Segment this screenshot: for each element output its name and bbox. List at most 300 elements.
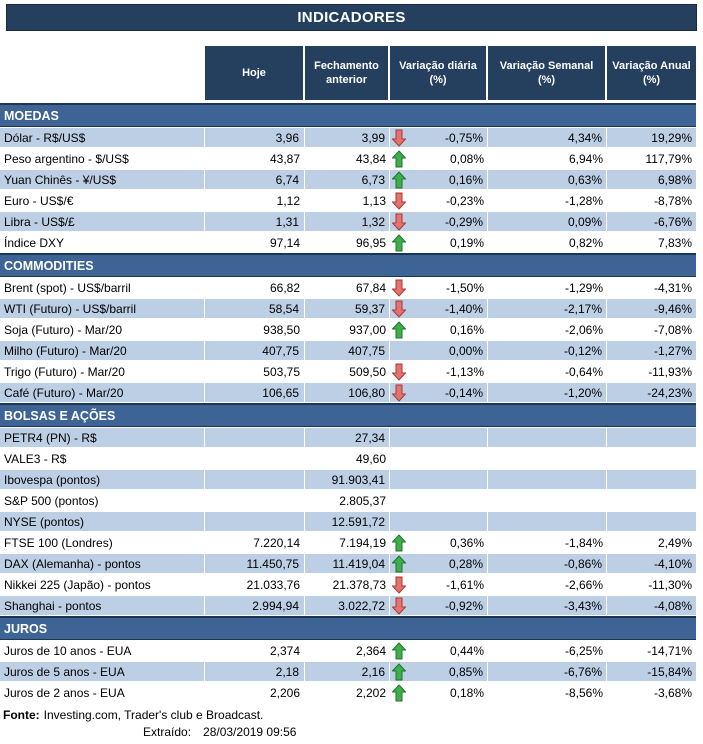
daily-variation-value: 0,28% (448, 556, 483, 571)
daily-variation-value-cell (390, 361, 488, 382)
row-label: Café (Futuro) - Mar/20 (4, 385, 124, 400)
source-text: Investing.com, Trader's club e Broadcast. (43, 708, 264, 722)
today-value-cell (205, 299, 305, 318)
daily-variation-value: 0,19% (449, 235, 484, 250)
table-row (0, 298, 696, 319)
today-value-cell (205, 148, 305, 169)
row-label-cell (0, 319, 205, 340)
down-arrow-icon (392, 384, 406, 401)
annual-variation-value-cell (607, 319, 696, 340)
annual-variation-value: -3,68% (653, 685, 692, 700)
row-label-cell (0, 490, 205, 511)
today-value: 2,18 (275, 664, 299, 679)
daily-variation-value-cell (390, 277, 488, 298)
today-value: 21.033,76 (246, 577, 300, 592)
annual-variation-value: -11,93% (648, 364, 692, 379)
today-value-cell (205, 554, 305, 573)
row-label: Dólar - R$/US$ (4, 130, 86, 145)
table-row (0, 574, 696, 595)
daily-variation-value: 0,08% (449, 151, 484, 166)
weekly-variation-value-cell (488, 470, 607, 489)
row-label: Peso argentino - $/US$ (4, 151, 129, 166)
daily-variation-value-cell (390, 532, 488, 553)
previous-close-value-cell (305, 662, 390, 681)
annual-variation-value: -7,08% (653, 322, 692, 337)
today-value-cell (205, 448, 305, 469)
previous-close-value: 1,32 (361, 214, 385, 229)
row-label: Libra - US$/£ (4, 214, 75, 229)
weekly-variation-value: -1,29% (564, 280, 603, 295)
annual-variation-value-cell (607, 148, 696, 169)
daily-variation-value: -1,61% (445, 577, 484, 592)
daily-variation-value-cell (390, 470, 488, 489)
annual-variation-value-cell (607, 532, 696, 553)
row-label-cell (0, 596, 205, 615)
previous-close-value-cell (305, 232, 390, 253)
today-value: 938,50 (263, 322, 300, 337)
previous-close-value-cell (305, 682, 390, 703)
weekly-variation-value: -2,06% (564, 322, 603, 337)
row-label-cell (0, 341, 205, 360)
row-label-cell (0, 170, 205, 189)
daily-variation-value-cell (390, 232, 488, 253)
weekly-variation-value: 6,94% (568, 151, 603, 166)
row-label: Juros de 2 anos - EUA (4, 685, 125, 700)
row-label: Juros de 5 anos - EUA (4, 664, 125, 679)
previous-close-value-cell (305, 361, 390, 382)
previous-close-value-cell (305, 448, 390, 469)
today-value: 66,82 (269, 280, 300, 295)
weekly-variation-value-cell (488, 277, 607, 298)
previous-close-value-cell (305, 190, 390, 211)
weekly-variation-value-cell (488, 383, 607, 402)
row-label: NYSE (pontos) (4, 514, 85, 529)
daily-variation-value-cell (390, 574, 488, 595)
daily-variation-value-cell (390, 490, 488, 511)
today-value: 1,31 (275, 214, 299, 229)
annual-variation-value: -9,46% (653, 301, 692, 316)
row-label: Juros de 10 anos - EUA (4, 643, 132, 658)
section-label: COMMODITIES (4, 258, 94, 273)
previous-close-value: 509,50 (349, 364, 386, 379)
row-label: FTSE 100 (Londres) (4, 535, 113, 550)
annual-variation-value-cell (607, 277, 696, 298)
today-value: 1,12 (276, 193, 300, 208)
daily-variation-value-cell (390, 554, 488, 573)
today-value: 3,96 (275, 130, 299, 145)
down-arrow-icon (392, 363, 406, 380)
weekly-variation-value-cell (488, 448, 607, 469)
table-row (0, 640, 696, 661)
row-label-cell (0, 212, 205, 231)
annual-variation-value-cell (607, 341, 696, 360)
extracted-timestamp: 28/03/2019 09:56 (203, 725, 297, 739)
column-header: Hoje (205, 46, 305, 100)
up-arrow-icon (392, 642, 406, 659)
daily-variation-value: 0,85% (448, 664, 483, 679)
previous-close-value-cell (305, 596, 390, 615)
row-label-cell (0, 361, 205, 382)
down-arrow-icon (392, 192, 406, 209)
section-label: JUROS (4, 621, 48, 636)
row-label-cell (0, 682, 205, 703)
weekly-variation-value-cell (488, 532, 607, 553)
weekly-variation-value-cell (488, 212, 607, 231)
column-header: Variação Semanal (%) (488, 46, 607, 100)
annual-variation-value-cell (607, 574, 696, 595)
extracted-label: Extraído: (143, 725, 192, 739)
row-label: Ibovespa (pontos) (4, 472, 101, 487)
previous-close-value: 3,99 (361, 130, 385, 145)
today-value-cell (205, 212, 305, 231)
weekly-variation-value: -1,20% (563, 385, 602, 400)
weekly-variation-value: -1,28% (564, 193, 603, 208)
today-value: 6,74 (275, 172, 299, 187)
weekly-variation-value: 0,63% (567, 172, 602, 187)
row-label: PETR4 (PN) - R$ (4, 430, 97, 445)
section-header (0, 616, 696, 640)
annual-variation-value-cell (607, 554, 696, 573)
previous-close-value-cell (305, 512, 390, 531)
daily-variation-value-cell (390, 190, 488, 211)
previous-close-value: 7.194,19 (339, 535, 386, 550)
previous-close-value-cell (305, 532, 390, 553)
row-label-cell (0, 512, 205, 531)
previous-close-value: 12.591,72 (331, 514, 385, 529)
weekly-variation-value-cell (488, 341, 607, 360)
weekly-variation-value-cell (488, 574, 607, 595)
daily-variation-value: 0,44% (449, 643, 484, 658)
daily-variation-value-cell (390, 383, 488, 402)
down-arrow-icon (392, 279, 406, 296)
weekly-variation-value-cell (488, 554, 607, 573)
row-label-cell (0, 662, 205, 681)
row-label: Índice DXY (4, 235, 65, 250)
daily-variation-value: 0,36% (449, 535, 484, 550)
previous-close-value-cell (305, 428, 390, 447)
weekly-variation-value-cell (488, 428, 607, 447)
section-header (0, 403, 696, 427)
table-row (0, 553, 696, 574)
today-value-cell (205, 470, 305, 489)
daily-variation-value: -1,40% (444, 301, 483, 316)
up-arrow-icon (392, 534, 406, 551)
down-arrow-icon (392, 576, 406, 593)
today-value: 2,206 (269, 685, 300, 700)
previous-close-value: 43,84 (355, 151, 386, 166)
annual-variation-value: 19,29% (651, 130, 692, 145)
column-header: Variação Anual (%) (607, 46, 696, 100)
annual-variation-value-cell (607, 212, 696, 231)
daily-variation-value-cell (390, 448, 488, 469)
row-label-cell (0, 299, 205, 318)
previous-close-value-cell (305, 383, 390, 402)
today-value-cell (205, 128, 305, 147)
daily-variation-value: 0,16% (448, 172, 483, 187)
column-header: Fechamento anterior (305, 46, 390, 100)
annual-variation-value-cell (607, 640, 696, 661)
daily-variation-value-cell (390, 212, 488, 231)
weekly-variation-value: 0,82% (568, 235, 603, 250)
annual-variation-value-cell (607, 682, 696, 703)
row-label-cell (0, 640, 205, 661)
daily-variation-value: 0,18% (449, 685, 484, 700)
page-title: INDICADORES (297, 9, 406, 26)
previous-close-value: 3.022,72 (338, 598, 385, 613)
annual-variation-value-cell (607, 361, 696, 382)
table-row (0, 361, 696, 382)
weekly-variation-value-cell (488, 361, 607, 382)
section-header (0, 253, 696, 277)
daily-variation-value-cell (390, 512, 488, 531)
table-row (0, 319, 696, 340)
daily-variation-value: -1,50% (445, 280, 484, 295)
row-label: Brent (spot) - US$/barril (4, 280, 131, 295)
column-headers (205, 46, 703, 100)
up-arrow-icon (392, 150, 406, 167)
annual-variation-value: 7,83% (657, 235, 692, 250)
weekly-variation-value: 4,34% (567, 130, 602, 145)
today-value-cell (205, 640, 305, 661)
table-row (0, 469, 696, 490)
up-arrow-icon (392, 663, 406, 680)
annual-variation-value: -24,23% (647, 385, 692, 400)
down-arrow-icon (392, 213, 406, 230)
annual-variation-value-cell (607, 448, 696, 469)
row-label: Nikkei 225 (Japão) - pontos (4, 577, 151, 592)
weekly-variation-value-cell (488, 640, 607, 661)
today-value-cell (205, 662, 305, 681)
previous-close-value: 2,202 (355, 685, 386, 700)
table-row (0, 127, 696, 148)
today-value-cell (205, 341, 305, 360)
daily-variation-value: -0,75% (444, 130, 483, 145)
previous-close-value-cell (305, 212, 390, 231)
annual-variation-value: -4,08% (653, 598, 692, 613)
row-label: DAX (Alemanha) - pontos (4, 556, 141, 571)
row-label: Yuan Chinês - ¥/US$ (4, 172, 117, 187)
previous-close-value: 11.419,04 (332, 556, 385, 571)
today-value: 503,75 (263, 364, 300, 379)
annual-variation-value-cell (607, 512, 696, 531)
weekly-variation-value: -2,17% (563, 301, 602, 316)
daily-variation-value: -0,92% (444, 598, 483, 613)
daily-variation-value-cell (390, 299, 488, 318)
weekly-variation-value: -3,43% (563, 598, 602, 613)
annual-variation-value-cell (607, 170, 696, 189)
row-label: Trigo (Futuro) - Mar/20 (4, 364, 125, 379)
previous-close-value-cell (305, 148, 390, 169)
today-value: 58,54 (268, 301, 299, 316)
today-value-cell (205, 170, 305, 189)
weekly-variation-value-cell (488, 232, 607, 253)
footer (0, 708, 703, 739)
today-value-cell (205, 682, 305, 703)
annual-variation-value-cell (607, 470, 696, 489)
previous-close-value: 106,80 (348, 385, 385, 400)
weekly-variation-value-cell (488, 319, 607, 340)
table-row (0, 595, 696, 616)
annual-variation-value-cell (607, 190, 696, 211)
today-value: 407,75 (262, 343, 299, 358)
today-value-cell (205, 596, 305, 615)
weekly-variation-value-cell (488, 682, 607, 703)
previous-close-value-cell (305, 170, 390, 189)
table-row (0, 211, 696, 232)
weekly-variation-value: -0,12% (563, 343, 602, 358)
annual-variation-value-cell (607, 428, 696, 447)
annual-variation-value: -11,30% (648, 577, 692, 592)
previous-close-value-cell (305, 554, 390, 573)
table-row (0, 682, 696, 703)
up-arrow-icon (392, 234, 406, 251)
annual-variation-value: -4,31% (653, 280, 692, 295)
row-label: Soja (Futuro) - Mar/20 (4, 322, 123, 337)
annual-variation-value: -6,76% (653, 214, 692, 229)
weekly-variation-value-cell (488, 596, 607, 615)
annual-variation-value-cell (607, 490, 696, 511)
annual-variation-value: -15,84% (647, 664, 692, 679)
table-row (0, 232, 696, 253)
annual-variation-value: -8,78% (653, 193, 692, 208)
weekly-variation-value: -0,86% (563, 556, 602, 571)
daily-variation-value: 0,00% (448, 343, 483, 358)
annual-variation-value-cell (607, 232, 696, 253)
daily-variation-value: -0,29% (444, 214, 483, 229)
previous-close-value-cell (305, 640, 390, 661)
table-row (0, 448, 696, 469)
previous-close-value: 49,60 (355, 451, 386, 466)
row-label-cell (0, 190, 205, 211)
previous-close-value-cell (305, 128, 390, 147)
section-label: MOEDAS (4, 108, 59, 123)
previous-close-value: 67,84 (355, 280, 386, 295)
weekly-variation-value-cell (488, 148, 607, 169)
previous-close-value-cell (305, 341, 390, 360)
table-row (0, 277, 696, 298)
section-label: BOLSAS E AÇÕES (4, 408, 116, 423)
table-row (0, 340, 696, 361)
daily-variation-value-cell (390, 170, 488, 189)
up-arrow-icon (392, 684, 406, 701)
annual-variation-value: -1,27% (653, 343, 692, 358)
daily-variation-value: -0,23% (445, 193, 484, 208)
today-value: 106,65 (262, 385, 299, 400)
previous-close-value: 2,364 (355, 643, 386, 658)
previous-close-value-cell (305, 470, 390, 489)
table-row (0, 169, 696, 190)
extracted-line (143, 725, 703, 739)
previous-close-value: 937,00 (349, 322, 386, 337)
today-value: 2.994,94 (252, 598, 299, 613)
column-header: Variação diária (%) (390, 46, 488, 100)
section-header (0, 103, 696, 127)
previous-close-value: 6,73 (361, 172, 385, 187)
previous-close-value-cell (305, 299, 390, 318)
today-value-cell (205, 428, 305, 447)
weekly-variation-value-cell (488, 128, 607, 147)
today-value: 97,14 (269, 235, 300, 250)
table-row (0, 490, 696, 511)
weekly-variation-value: -0,64% (564, 364, 603, 379)
row-label-cell (0, 574, 205, 595)
row-label: Shanghai - pontos (4, 598, 102, 613)
row-label-cell (0, 277, 205, 298)
row-label: S&P 500 (pontos) (4, 493, 99, 508)
row-label: WTI (Futuro) - US$/barril (4, 301, 137, 316)
today-value: 7.220,14 (253, 535, 300, 550)
weekly-variation-value-cell (488, 299, 607, 318)
weekly-variation-value: -1,84% (564, 535, 603, 550)
daily-variation-value-cell (390, 662, 488, 681)
table-row (0, 511, 696, 532)
source-line (3, 708, 703, 722)
weekly-variation-value-cell (488, 490, 607, 511)
down-arrow-icon (392, 597, 406, 614)
today-value-cell (205, 361, 305, 382)
table-row (0, 661, 696, 682)
previous-close-value: 21.378,73 (332, 577, 386, 592)
daily-variation-value: 0,16% (449, 322, 484, 337)
weekly-variation-value: 0,09% (567, 214, 602, 229)
row-label-cell (0, 383, 205, 402)
daily-variation-value: -1,13% (445, 364, 484, 379)
row-label-cell (0, 232, 205, 253)
today-value-cell (205, 532, 305, 553)
annual-variation-value-cell (607, 383, 696, 402)
annual-variation-value-cell (607, 662, 696, 681)
indicators-table (0, 103, 696, 703)
report-title-bar (6, 4, 697, 31)
row-label: Milho (Futuro) - Mar/20 (4, 343, 127, 358)
today-value-cell (205, 574, 305, 595)
daily-variation-value-cell (390, 596, 488, 615)
previous-close-value: 407,75 (348, 343, 385, 358)
today-value-cell (205, 232, 305, 253)
annual-variation-value: 6,98% (657, 172, 692, 187)
previous-close-value-cell (305, 277, 390, 298)
today-value-cell (205, 277, 305, 298)
table-row (0, 532, 696, 553)
daily-variation-value-cell (390, 341, 488, 360)
down-arrow-icon (392, 129, 406, 146)
today-value-cell (205, 383, 305, 402)
weekly-variation-value-cell (488, 512, 607, 531)
up-arrow-icon (392, 171, 406, 188)
annual-variation-value: 117,79% (645, 151, 692, 166)
previous-close-value-cell (305, 319, 390, 340)
today-value: 43,87 (269, 151, 300, 166)
row-label-cell (0, 428, 205, 447)
annual-variation-value-cell (607, 128, 696, 147)
previous-close-value: 1,13 (362, 193, 386, 208)
row-label: VALE3 - R$ (4, 451, 67, 466)
down-arrow-icon (392, 300, 406, 317)
annual-variation-value-cell (607, 596, 696, 615)
weekly-variation-value: -2,66% (564, 577, 603, 592)
weekly-variation-value: -6,25% (564, 643, 603, 658)
daily-variation-value-cell (390, 640, 488, 661)
weekly-variation-value: -6,76% (563, 664, 602, 679)
previous-close-value: 91.903,41 (331, 472, 385, 487)
daily-variation-value-cell (390, 682, 488, 703)
table-row (0, 190, 696, 211)
annual-variation-value-cell (607, 299, 696, 318)
table-row (0, 427, 696, 448)
table-row (0, 148, 696, 169)
daily-variation-value-cell (390, 148, 488, 169)
row-label: Euro - US$/€ (4, 193, 74, 208)
